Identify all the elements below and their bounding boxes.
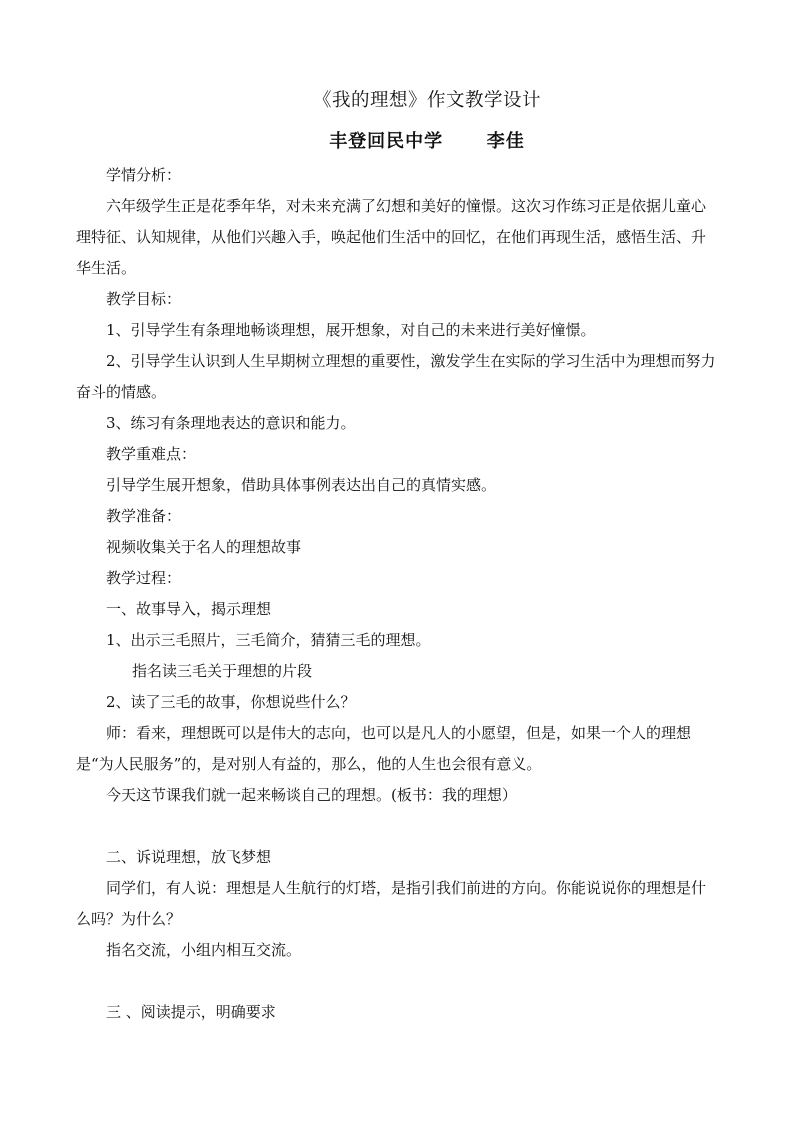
paragraph: 指名读三毛关于理想的片段: [132, 662, 313, 680]
list-item: 1、引导学生有条理地畅谈理想，展开想象，对自己的未来进行美好憧憬。: [106, 321, 596, 339]
document-body: [76, 160, 716, 1028]
paragraph: 引导学生展开想象，借助具体事例表达出自己的真情实感。: [106, 476, 497, 494]
paragraph: 师：看来，理想既可以是伟大的志向，也可以是凡人的小愿望，但是，如果一个人的理想是“为人民服务”的，是对别人有益的，那么，他的人生也会很有意义。: [76, 724, 692, 773]
paragraph: 视频收集关于名人的理想故事: [106, 538, 302, 556]
subsection-heading: 三 、阅读提示，明确要求: [106, 1003, 276, 1021]
blank-line: [76, 811, 716, 842]
paragraph: 同学们，有人说：理想是人生航行的灯塔，是指引我们前进的方向。你能说说你的理想是什么吗？为什么？: [76, 879, 707, 928]
subsection-heading: 二、诉说理想，放飞梦想: [106, 848, 272, 866]
list-item: 2、引导学生认识到人生早期树立理想的重要性，激发学生在实际的学习生活中为理想而努力奋斗的情感。: [76, 352, 716, 401]
list-item: 1、出示三毛照片，三毛简介，猜猜三毛的理想。: [106, 631, 431, 649]
paragraph: 今天这节课我们就一起来畅谈自己的理想。(板书：我的理想）: [106, 786, 517, 804]
document-author: 丰登回民中学 李佳: [329, 131, 525, 152]
section-heading: 教学准备：: [106, 507, 182, 525]
blank-line: [76, 966, 716, 997]
section-heading: 学情分析：: [106, 166, 182, 184]
document-title: 《我的理想》作文教学设计: [312, 90, 541, 111]
list-item: 3、练习有条理地表达的意识和能力。: [106, 414, 356, 432]
paragraph: 指名交流，小组内相互交流。: [106, 941, 302, 959]
section-heading: 教学目标：: [106, 290, 182, 308]
paragraph: 六年级学生正是花季年华，对未来充满了幻想和美好的憧憬。这次习作练习正是依据儿童心理特征、认知规律，从他们兴趣入手，唤起他们生活中的回忆，在他们再现生活，感悟生活、升华生活。: [76, 197, 707, 277]
subsection-heading: 一、故事导入，揭示理想: [106, 600, 272, 618]
section-heading: 教学过程：: [106, 569, 182, 587]
list-item: 2、读了三毛的故事，你想说些什么？: [106, 693, 356, 711]
section-heading: 教学重难点：: [106, 445, 197, 463]
